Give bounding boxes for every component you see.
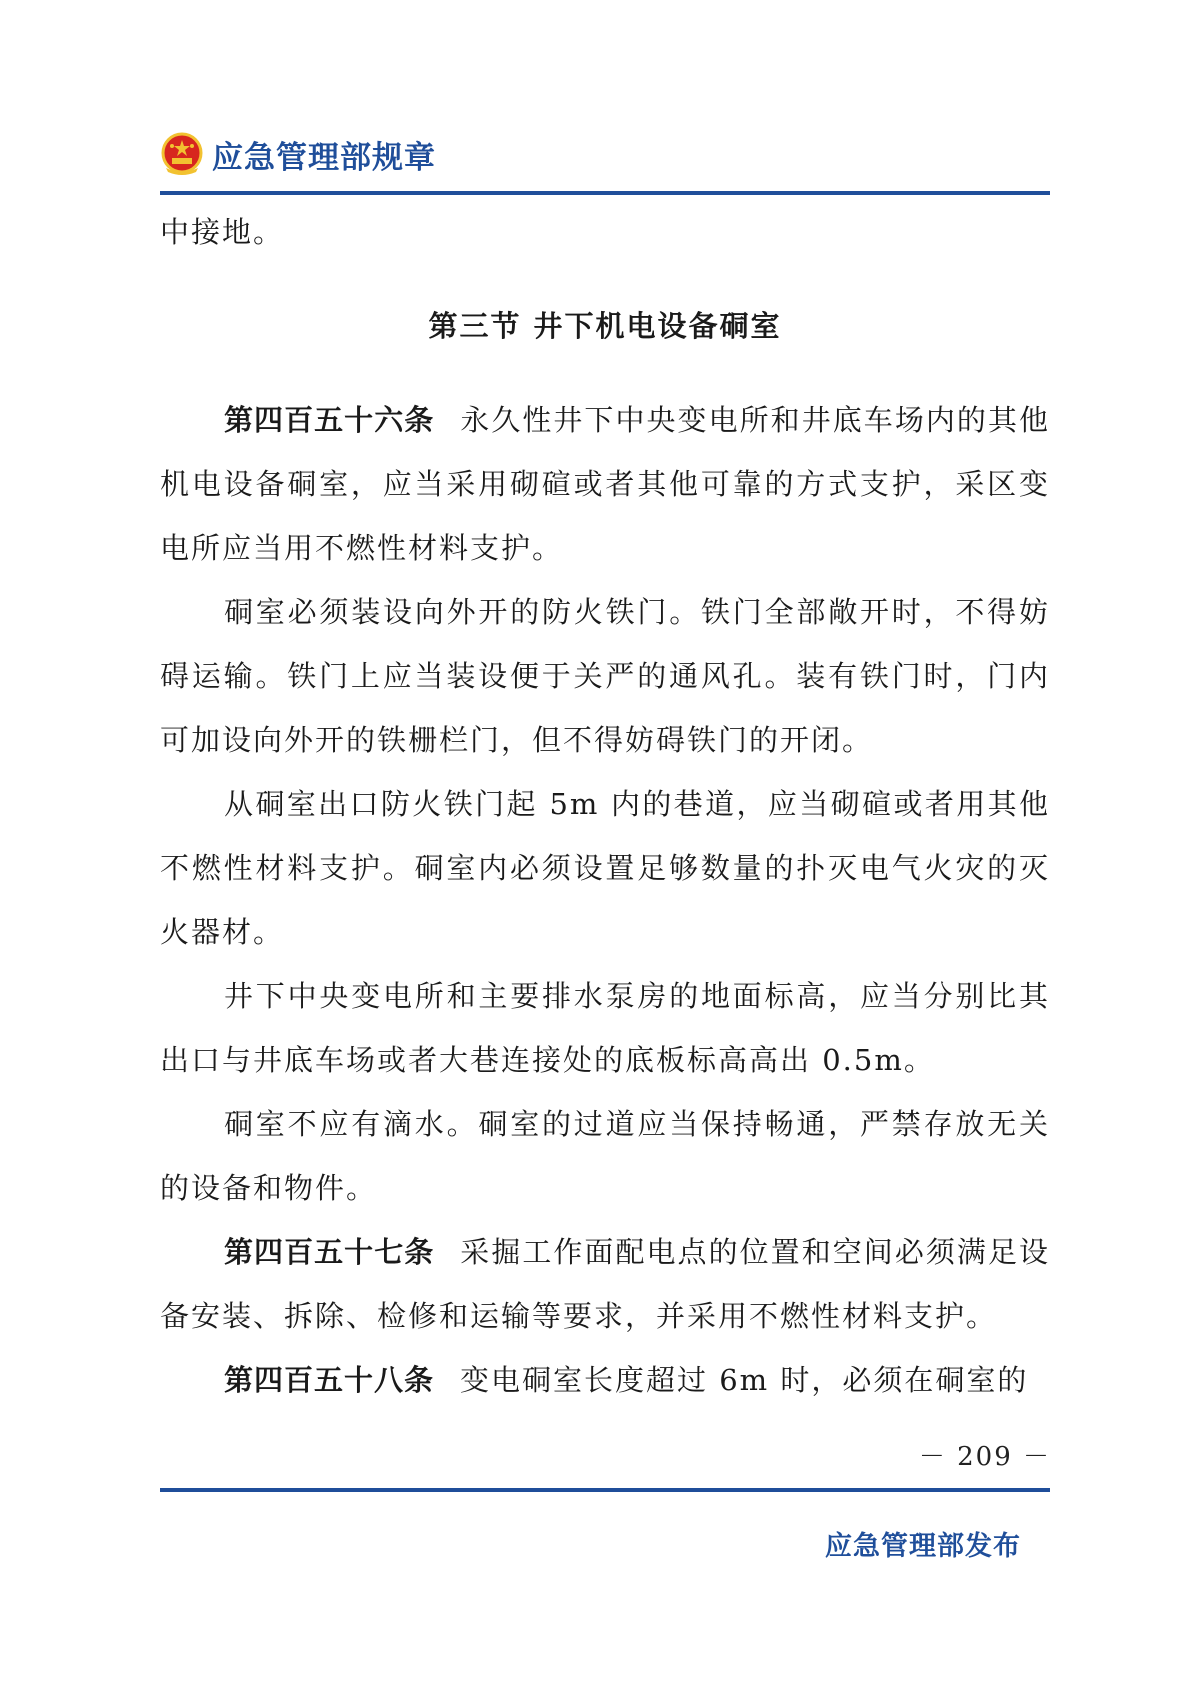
article-label: 第四百五十八条 [224,1363,435,1397]
header-title: 应急管理部规章 [212,139,436,176]
document-body [160,200,1050,1412]
footer-divider [160,1488,1050,1492]
paragraph: 从硐室出口防火铁门起 5m 内的巷道，应当砌碹或者用其他不燃性材料支护。硐室内必须设置足够数量的扑灭电气火灾的灭火器材。 [160,787,1050,949]
paragraph: 井下中央变电所和主要排水泵房的地面标高，应当分别比其出口与井底车场或者大巷连接处的底板标高高出 0.5m。 [160,979,1050,1077]
national-emblem-icon [160,132,204,176]
article-458 [160,1348,1050,1412]
page-header [160,128,436,180]
article-label: 第四百五十六条 [224,403,435,437]
article-457 [160,1220,1050,1348]
article-text: 采掘工作面配电点的位置和空间必须满足设备安装、拆除、检修和运输等要求，并采用不燃性材料支护。 [160,1235,1050,1333]
section-title: 第三节 井下机电设备硐室 [428,309,782,343]
article-text: 永久性井下中央变电所和井底车场内的其他机电设备硐室，应当采用砌碹或者其他可靠的方式支护，采区变电所应当用不燃性材料支护。 [160,403,1050,565]
footer-publisher: 应急管理部发布 [825,1531,1021,1562]
paragraph-continuation: 中接地。 [160,215,285,249]
paragraph: 硐室不应有滴水。硐室的过道应当保持畅通，严禁存放无关的设备和物件。 [160,1107,1050,1205]
article-label: 第四百五十七条 [224,1235,435,1269]
page-number: － 209 － [918,1442,1051,1472]
article-456 [160,388,1050,580]
paragraph: 硐室必须装设向外开的防火铁门。铁门全部敞开时，不得妨碍运输。铁门上应当装设便于关严的通风孔。装有铁门时，门内可加设向外开的铁栅栏门，但不得妨碍铁门的开闭。 [160,595,1050,757]
header-divider [160,191,1050,195]
article-text: 变电硐室长度超过 6m 时，必须在硐室的 [460,1363,1029,1397]
